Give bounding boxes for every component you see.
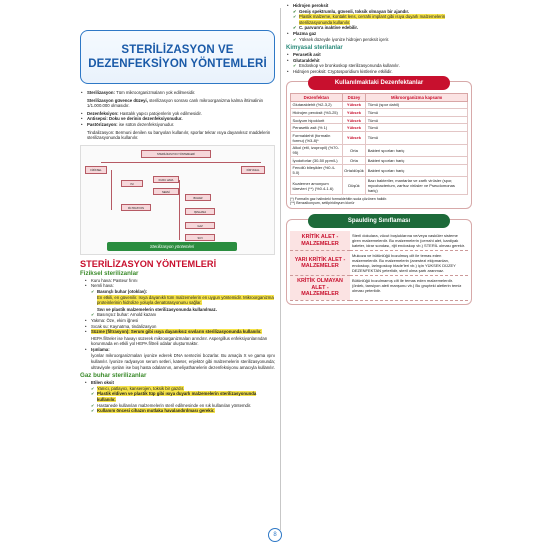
otoklav-item: ✔ Basınçlı buhar (otoklav): bbox=[90, 289, 275, 295]
nemli-item: • Nemli hava: bbox=[84, 283, 275, 289]
definitions-list bbox=[80, 90, 275, 96]
dz-header: Dezenfektan bbox=[291, 93, 343, 101]
diag-kuru: KURU HAVA bbox=[153, 176, 179, 183]
footnote-1: (*) Formalin gaz halindeki formaldehitin suda çözünen halidir. bbox=[290, 196, 388, 201]
diag-isinlama: IŞINLAMA bbox=[185, 208, 215, 215]
hp-point-1: ✔ Geniş spektrumlu, güvenli, toksik olmayan bir ajandır. bbox=[292, 9, 472, 15]
table-row: KRİTİK OLMAYAN ALET - MALZEMELER Bütünlüğü bozulmamış cilt ile temas eden malzemelerdir. (ördek, tansiyon aleti manşonu vb.) Bu grupteki aletlerin temiz olması yeterlidir. bbox=[290, 276, 468, 301]
hidrojen-item: • Hidrojen peroksit bbox=[286, 3, 472, 9]
fiziksel-heading: Fiziksel sterilizanlar bbox=[80, 269, 139, 277]
diag-filtre: FİLTRASYON bbox=[121, 204, 151, 211]
plazma-point: ✔ Yüksek düzeyde iyonize hidrojen peroksit içerir. bbox=[292, 37, 472, 43]
def-antisepsi: • Antisepsi: Doku ve derinin dezenfeksiyonudur. bbox=[80, 116, 275, 122]
table-row: Formaldehit (formalin formu) (%3-8)* Yüksek Tümü bbox=[291, 131, 468, 144]
hp-point-3: ✔ C. parvum'a inaktive edebilir. bbox=[292, 25, 472, 31]
etilen-point-1: ✔ Yanıcı, patlayıcı, kanserojen, toksik bir gazdır. bbox=[90, 386, 275, 392]
table-row: Kuaterner amonyum türevleri (**) (%0.4-1.6) Düşük Bazı bakteriler, mantarlar ve zarflı virüsler (spor, mycobacterium, zarfsız virüsler ve Pseudomonas hariç) bbox=[291, 177, 468, 195]
page-number: 8 bbox=[268, 528, 282, 542]
sivi-note: Sıvı ve plastik malzemelerin sterilizasyonunda kullanılmaz. bbox=[97, 306, 217, 312]
def-guvence: Sterilizasyon güvence düzeyi, sterilizasyon sonrası canlı mikroorganizma kalma ihtimalinin 1/1.000.000 olmasıdır. bbox=[87, 97, 264, 109]
diag-fiziksel: FİZİKSEL bbox=[85, 166, 107, 174]
table-row: İyodoforlar (30-50 ppm/L) Orta Bakteri sporları hariç bbox=[291, 157, 468, 165]
table-row: Alkol (etil, izopropil) (%70-95) Orta Bakteri sporları hariç bbox=[291, 144, 468, 157]
etilen-point-4: ✔ Kullanım öncesi cihazın mutlaka havalandırılması gerekir. bbox=[90, 408, 275, 414]
sterilization-diagram bbox=[80, 145, 275, 255]
diag-sivi: SIVI bbox=[185, 234, 215, 241]
kimyasal-3: • Hidrojen peroksit: Cryptosporidium kistlerine etkilidir. bbox=[286, 69, 472, 75]
table-row: Hidrojen peroksit (%3-25) Yüksek Tümü bbox=[291, 109, 468, 117]
otoklav-desc: En etkili, en güvenilir. Isıya dayanıklı tüm malzemelerin en uygun yöntemidir. Mikroorganizma proteinlerinin hidrolize yoluyla denatürasyonunu sağlar. bbox=[97, 294, 274, 306]
hp-point-2: ✔ Plastik malzeme, kontakt lens, cerrahi implant gibi ısıya duyarlı malzemelerin sterilizasyonunda kullanılır. bbox=[292, 14, 472, 25]
hepa-text: HEPA filtreler ise havayı süzerek mikroorganizmaları arındırır. Aspergillus enfeksiyonlarından korunmada en etkili yol HEPA filtreli odalar oluşturmaktır. bbox=[91, 335, 268, 347]
etilen-point-2: ✔ Plastik eldiven ve plastik tüp gibi ısıya duyarlı malzemelerin sterilizasyonunda kullanılır. bbox=[90, 391, 275, 402]
diagram-caption: Sterilizasyon yöntemleri bbox=[107, 242, 237, 251]
diag-buhar: BUHAR bbox=[185, 194, 211, 201]
section-title: STERİLİZASYON YÖNTEMLERİ bbox=[80, 258, 217, 269]
page-title-line2: DEZENFEKSİYON YÖNTEMLERİ bbox=[88, 58, 267, 70]
arnold-item: ✔ Basınçsız buhar: Arnold kazanı bbox=[90, 312, 275, 318]
dz-header: Mikroorganizma kapsamı bbox=[366, 93, 468, 101]
isinlama-text: İyonlar mikroorganizmaları iyonize ederek DNA sentezini bozarlar. Bu amaçla X ve gama ışını kullanılır. İyonize radyasyon serum setleri, kateter, enjektör gibi malzemelerin sterilizasyonunda; ultraviyole ışınları ise boş hasta odalarının, ameliyathanelerin dezenfeksiyonu amacıyla kullanılır. bbox=[91, 353, 275, 370]
gaz-heading: Gaz buhar sterilizanlar bbox=[80, 372, 147, 380]
diag-isi: ISI bbox=[121, 180, 143, 187]
table-row: YARI KRİTİK ALET - MALZEMELER Mukoza ve bütünlüğü bozulmuş cilt ile temas eden malzemelerdir. Bu malzemelerin (anestezi ekipmanları, endoskop, laringoskop blade'leri vb.) için YÜKSEK DÜZEY DEZENFEKTAN yeterlidir, steril olma şartı aranmaz. bbox=[290, 251, 468, 276]
def-tindal: Tindalizasyon: Bermuni denilen su banyoları kullanılır, sporlar tekrar ısıya dayanıksız maddelerin sterilizasyonunda kullanılır. bbox=[87, 129, 271, 141]
def-pastorizasyon: • Pastörizasyon: ise sütün dezenfeksiyonudur. bbox=[80, 122, 275, 128]
table-row: Fenollü bileşikler (%0.4-5.0) Orta/düşük Bakteri sporları hariç bbox=[291, 164, 468, 177]
dz-header: Düzey bbox=[342, 93, 366, 101]
table-row: Glutaraldehit (%2-3,2) Yüksek Tümü (spor dahil) bbox=[291, 101, 468, 109]
sp-title: Spaulding Sınıflaması bbox=[308, 214, 450, 228]
kimyasal-2a: ✔ Endoskop ve bronkoskop sterilizasyonunda kullanılır. bbox=[292, 63, 472, 69]
yakma-item: • Yakma: Öze, ekim iğnesi bbox=[84, 318, 275, 324]
isinlama-item: • Işınlama: bbox=[84, 347, 275, 353]
spaulding-table bbox=[290, 231, 468, 301]
kimyasal-heading: Kimyasal sterilanlar bbox=[286, 45, 343, 52]
dezenfektan-panel bbox=[286, 81, 472, 210]
kimyasal-2: • Glutaraldehit bbox=[286, 58, 472, 64]
footnote-2: (**) Benzalkonyum, setilpiridinyum klorür bbox=[290, 201, 355, 206]
def-sterilizasyon: • Sterilizasyon: Tüm mikroorganizmaların yok edilmesidir. bbox=[80, 90, 275, 96]
diag-top: STERİLİZASYON YÖNTEMLERİ bbox=[141, 150, 211, 158]
etilen-point-3: ✔ Hastanede kullanılan malzemelerin steril edilmesinde en sık kullanılan yöntemdir. bbox=[90, 403, 275, 409]
table-row: Perasetik asit (% 1) Yüksek Tümü bbox=[291, 124, 468, 132]
plazma-item: • Plazma gaz bbox=[286, 31, 472, 37]
table-row: KRİTİK ALET - MALZEMELER Steril dokulara, vücut boşluklarına ve/veya vasküler sisteme giren malzemelerdir. Bu malzemelerin (cerrahi alet, kardiyak kateter, idrar sondası, rijit endoskop vb.) STERİL olması gerekir. bbox=[290, 231, 468, 251]
suzme-item: • Süzme (filtrasyon): Serum gibi ısıya dayanıksız sıvıların sterilizasyonunda kullanılır. bbox=[84, 329, 275, 335]
page-title-line1: STERİLİZASYON VE bbox=[121, 44, 234, 56]
left-column bbox=[80, 0, 275, 414]
spaulding-panel bbox=[286, 219, 472, 305]
table-row: Sodyum hipoklorit Yüksek Tümü bbox=[291, 116, 468, 124]
etilen-item: • Etilen oksit bbox=[84, 380, 275, 386]
sicak-item: • Sıcak su: Kaynatma, tindalizasyon bbox=[84, 324, 275, 330]
column-divider bbox=[280, 8, 281, 530]
kuru-item: • Kuru hava: Pasteur fırını bbox=[84, 278, 275, 284]
diag-nemli: NEMLİ bbox=[153, 188, 179, 195]
def-dezenfeksiyon: • Dezenfeksiyon: Hastalık yapıcı patojenlerin yok edilmesidir. bbox=[80, 111, 275, 117]
dz-title: Kullanılmaktaki Dezenfektanlar bbox=[308, 76, 450, 90]
right-column bbox=[286, 3, 472, 305]
diag-gaz: GAZ bbox=[185, 222, 215, 229]
diag-kimyasal: KİMYASAL bbox=[241, 166, 265, 174]
title-box bbox=[80, 30, 275, 84]
dezenfektan-table bbox=[290, 93, 468, 195]
kimyasal-1: • Perasetik asit bbox=[286, 52, 472, 58]
